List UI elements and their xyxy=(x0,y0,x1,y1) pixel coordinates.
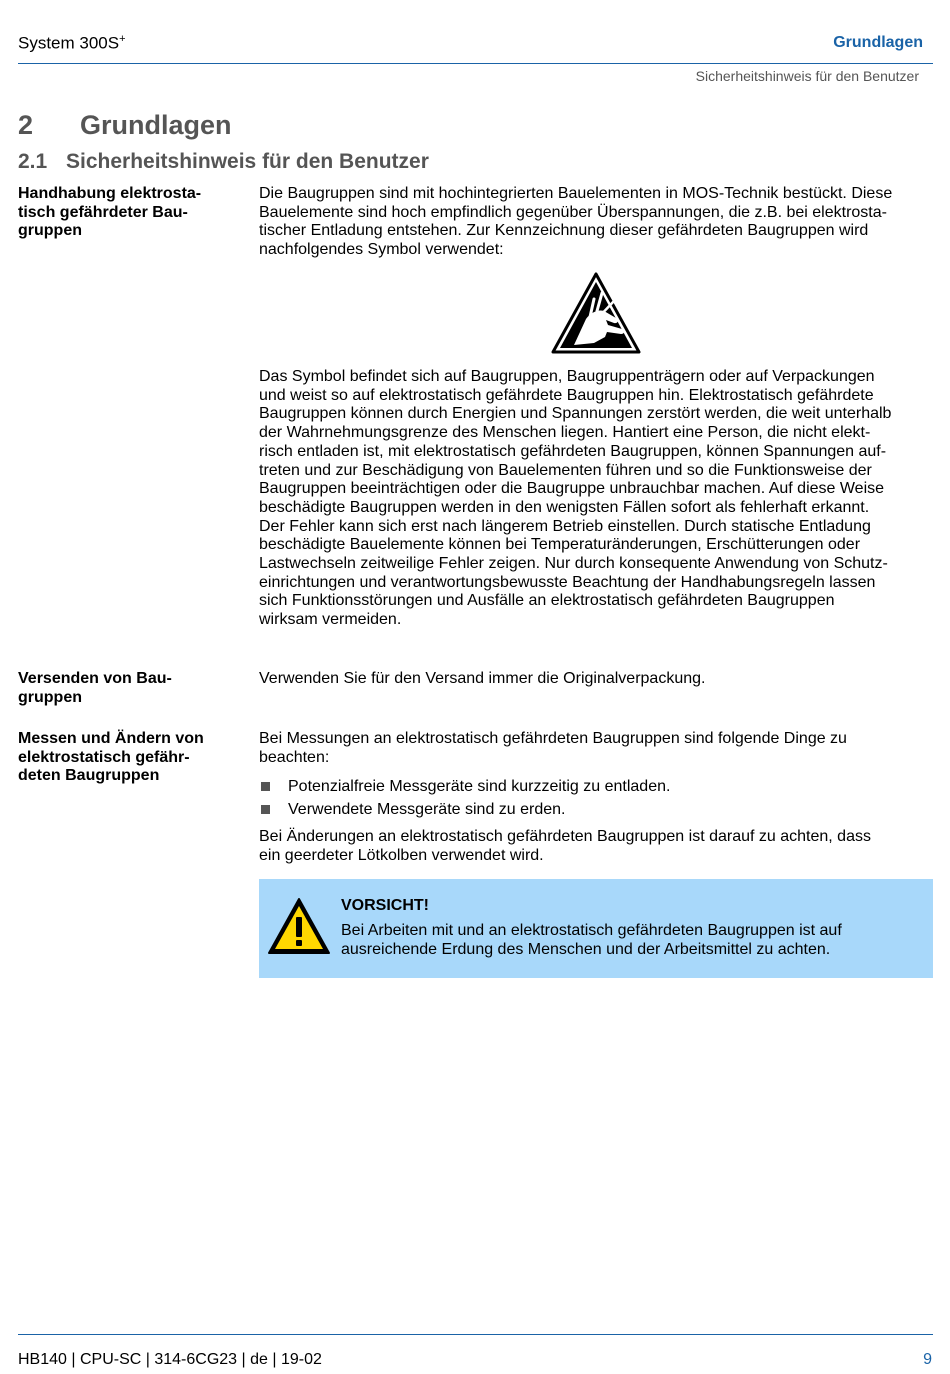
document-title: System 300S+ xyxy=(18,33,126,53)
header-section-title: Grundlagen xyxy=(833,34,923,51)
bullet-square-icon xyxy=(261,805,270,814)
bullet-square-icon xyxy=(261,782,270,791)
list-item-text: Potenzialfreie Messgeräte sind kurzzeitig zu entladen. xyxy=(288,778,671,795)
caution-title: VORSICHT! xyxy=(341,897,429,914)
page-number: 9 xyxy=(923,1351,932,1368)
measuring-intro-text: Bei Messungen an elektrostatisch gefährdeten Baugruppen sind folgende Dinge zu beachten: xyxy=(259,730,847,766)
shipping-side-label: Versenden von Bau- gruppen xyxy=(18,670,172,706)
warning-triangle-icon xyxy=(267,897,331,955)
section-title: Sicherheitshinweis für den Benutzer xyxy=(66,150,429,173)
caution-box xyxy=(259,879,933,978)
footer-divider xyxy=(18,1334,933,1335)
chapter-title: Grundlagen xyxy=(80,110,232,140)
handling-side-label: Handhabung elektrosta- tisch gefährdeter Bau- gruppen xyxy=(18,185,202,240)
chapter-heading xyxy=(18,110,232,141)
section-number: 2.1 xyxy=(18,150,48,173)
handling-intro-text: Die Baugruppen sind mit hochintegrierten Bauelementen in MOS-Technik bestückt. Diese Bauelemente sind hoch empfindlich gegenüber Überspannungen, die z.B. bei elektrosta- tischer Entladung entstehen. Zur Kennzeichnung dieser gefährdeten Baugruppen wird nachfolgendes Symbol verwendet: xyxy=(259,185,893,259)
header-subsection-title: Sicherheitshinweis für den Benutzer xyxy=(695,68,919,84)
handling-details-text: Das Symbol befindet sich auf Baugruppen, Baugruppenträgern oder auf Verpackungen und weist so auf elektrostatisch gefährdete Baugruppen hin. Elektrostatisch gefährdete Baugruppen können durch Energien und Spannungen zerstört werden, die weit unterhalb der Wahrnehmungsgrenze des Menschen liegen. Hantiert eine Person, die nicht elekt- risch entladen ist, mit elektrostatisch gefährdeten Baugruppen, können Spannungen auf- treten und zur Beschädigung von Bauelementen führen und so die Funktionsweise der Baugruppen beeinträchtigen oder die Baugruppe unbrauchbar machen. Auf diese Weise beschädigte Baugruppen werden in den wenigsten Fällen sofort als fehlerhaft erkannt. Der Fehler kann sich erst nach längerem Betrieb einstellen. Durch statische Entladung beschädigte Bauelemente können bei Temperaturänderungen, Erschütterungen oder Lastwechseln zeitweilige Fehler zeigen. Nur durch konsequente Anwendung von Schutz- einrichtungen und verantwortungsbewusste Beachtung der Handhabungsregeln lassen sich Funktionsstörungen und Ausfälle an elektrostatisch gefährdeten Baugruppen wirksam vermeiden. xyxy=(259,368,892,629)
shipping-text: Verwenden Sie für den Versand immer die Originalverpackung. xyxy=(259,670,706,687)
measuring-side-label: Messen und Ändern von elektrostatisch gefähr- deten Baugruppen xyxy=(18,730,204,785)
esd-warning-icon xyxy=(550,271,642,355)
caution-text: Bei Arbeiten mit und an elektrostatisch gefährdeten Baugruppen ist auf ausreichende Erdung des Menschen und der Arbeitsmittel zu achten. xyxy=(341,922,842,958)
chapter-number: 2 xyxy=(18,110,34,140)
measuring-note-text: Bei Änderungen an elektrostatisch gefährdeten Baugruppen ist darauf zu achten, dass ein geerdeter Lötkolben verwendet wird. xyxy=(259,828,871,864)
section-heading xyxy=(18,150,429,174)
list-item-text: Verwendete Messgeräte sind zu erden. xyxy=(288,801,566,818)
footer-document-reference: HB140 | CPU-SC | 314-6CG23 | de | 19-02 xyxy=(18,1351,322,1368)
header-divider xyxy=(18,63,933,64)
title-superscript: + xyxy=(119,33,126,45)
